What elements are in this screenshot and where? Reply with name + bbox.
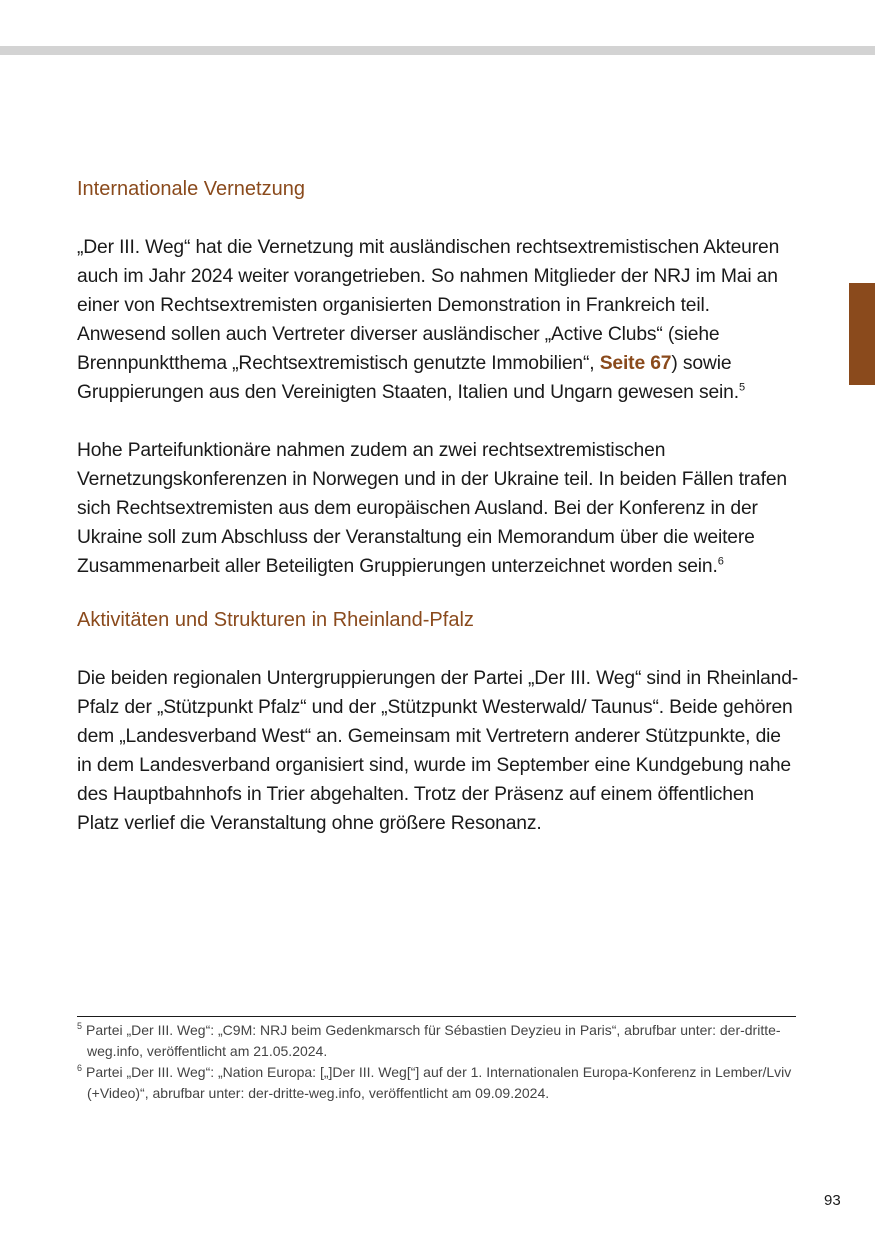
paragraph-text: Hohe Parteifunktionäre nahmen zudem an zwei rechtsextremistischen Vernetzungskonferenzen in Norwegen und in der Ukraine teil. In beiden Fällen trafen sich Rechtsextremisten aus dem europäischen Ausland. Bei der Konferenz in der Ukraine soll zum Abschluss der Veranstaltung ein Memorandum über die weitere Zusammenarbeit aller Beteiligten Gruppierungen unterzeichnet worden sein.: [77, 440, 787, 577]
paragraph-rheinland-pfalz-1: Die beiden regionalen Untergruppierungen der Partei „Der III. Weg“ sind in Rheinland-Pfalz der „Stützpunkt Pfalz“ und der „Stützpunkt Westerwald/ Taunus“. Beide gehören dem „Landesverband West“ an. Gemeinsam mit Vertretern anderer Stützpunkte, die in dem Landesverband organisiert sind, wurde im September eine Kundgebung nahe des Hauptbahnhofs in Trier abgehalten. Trotz der Präsenz auf einem öffentlichen Platz verlief die Veranstaltung ohne größere Resonanz.: [77, 668, 799, 834]
paragraph-international-2: [77, 436, 799, 581]
paragraph-text: ) sowie Gruppierungen aus den Vereinigten Staaten, Italien und Ungarn gewesen sein.: [77, 353, 739, 403]
footnote-5: [77, 1020, 799, 1062]
footnote-number: 5: [77, 1021, 83, 1032]
paragraph-international-1: [77, 233, 799, 407]
footnote-text: Partei „Der III. Weg“: „C9M: NRJ beim Gedenkmarsch für Sébastien Deyzieu in Paris“, abrufbar unter: der-dritte-weg.info, veröffentlicht am 21.05.2024.: [86, 1022, 781, 1059]
main-content: [77, 172, 799, 838]
top-rule: [0, 46, 875, 55]
page-number: 93: [824, 1192, 841, 1209]
page-reference-link[interactable]: Seite 67: [599, 353, 672, 374]
footnote-reference-6[interactable]: 6: [717, 555, 724, 568]
footnote-reference-5[interactable]: 5: [738, 381, 745, 394]
paragraph-text: „Der III. Weg“ hat die Vernetzung mit ausländischen rechtsextremistischen Akteuren auch im Jahr 2024 weiter vorangetrieben. So nahmen Mitglieder der NRJ im Mai an einer von Rechtsextremisten organisierten Demonstration in Frankreich teil. Anwesend sollen auch Vertreter diverser ausländischer „Active Clubs“ (siehe Brennpunktthema „Rechtsextremistisch genutzte Immobilien“,: [77, 237, 780, 374]
section-heading-international: Internationale Vernetzung: [77, 178, 305, 200]
footnote-6: [77, 1062, 799, 1104]
footnote-divider: [77, 1016, 796, 1017]
footnotes: [77, 1020, 799, 1104]
footnote-text: Partei „Der III. Weg“: „Nation Europa: [„]Der III. Weg[“] auf der 1. Internationalen Europa-Konferenz in Lember/Lviv (+Video)“, abrufbar unter: der-dritte-weg.info, veröffentlicht am 09.09.2024.: [86, 1064, 792, 1101]
footnote-number: 6: [77, 1063, 83, 1074]
section-heading-rheinland-pfalz: Aktivitäten und Strukturen in Rheinland-Pfalz: [77, 609, 474, 631]
chapter-tab-marker: [849, 283, 875, 385]
